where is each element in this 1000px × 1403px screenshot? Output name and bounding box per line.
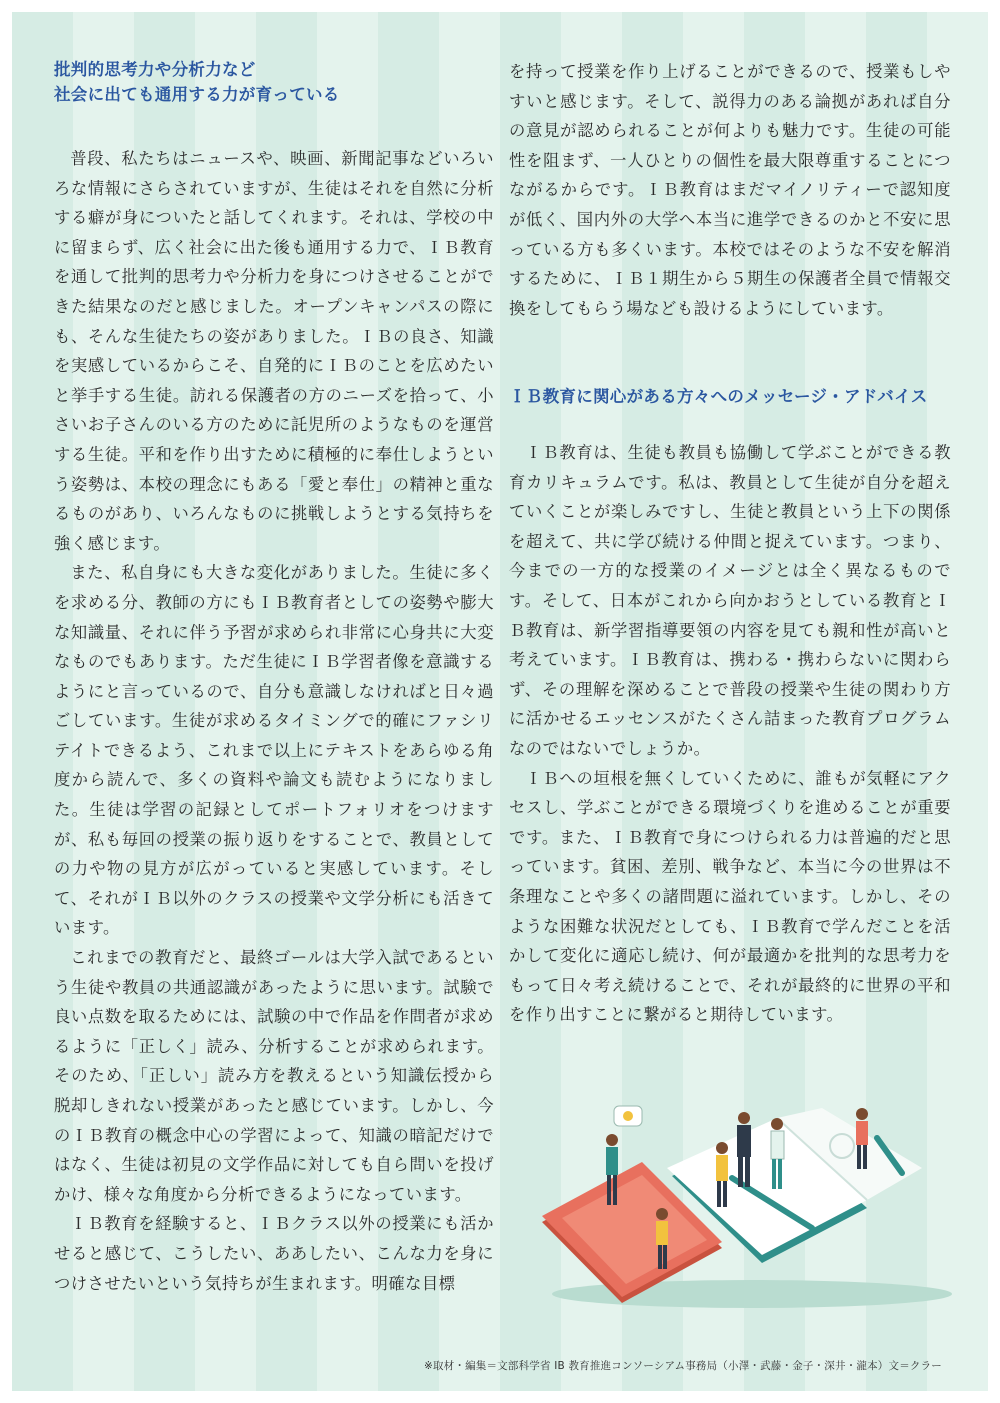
paragraph: これまでの教育だと、最終ゴールは大学入試であるという生徒や教員の共通認識があったように思います。試験で良い点数を取るためには、試験の中で作品を作問者が求めるように「正しく」読み、分析することが求められます。そのため、「正しい」読み方を教えるという知識伝授から脱却しきれない授業があったと感じています。しかし、今のＩＢ教育の概念中心の学習によって、知識の暗記だけではなく、生徒は初見の文学作品に対しても自ら問いを投げかけ、様々な角度から分析できるようになっています。 — [54, 948, 494, 1204]
open-book-illustration — [522, 1098, 952, 1312]
speech-bubble-icon — [614, 1106, 642, 1126]
paragraph: ＩＢ教育を経験すると、ＩＢクラス以外の授業にも活かせると感じて、こうしたい、ああしたい、こんな力を身につけさせたいという気持ちが生まれます。明確な目標 — [54, 1214, 494, 1293]
paragraph: また、私自身にも大きな変化がありました。生徒に多くを求める分、教師の方にもＩＢ教育者としての姿勢や膨大な知識量、それに伴う予習が求められ非常に心身共に大変なものでもあります。ただ生徒にＩＢ学習者像を意識するようにと言っているので、自分も意識しなければと日々過ごしています。生徒が求めるタイミングで的確にファシリテイトできるよう、これまで以上にテキストをあらゆる角度から読んで、多くの資料や論文も読むようになりました。生徒は学習の記録としてポートフォリオをつけますが、私も毎回の授業の振り返りをすることで、教員としての力や物の見方が広がっていると実感しています。そして、それがＩＢ以外のクラスの授業や文学分析にも活きています。 — [54, 563, 494, 938]
heading-line-2: 社会に出ても通用する力が育っている — [54, 85, 340, 104]
paragraph: ＩＢへの垣根を無くしていくために、誰もが気軽にアクセスし、学ぶことができる環境づくりを進めることが重要です。また、ＩＢ教育で身につけられる力は普遍的だと思っています。貧困、差別、戦争など、本当に今の世界は不条理なことや多くの諸問題に溢れています。しかし、そのような困難な状況だとしても、ＩＢ教育で学んだことを活かして変化に適応し続け、何が最適かを批判的な思考力をもって日々考え続けることで、それが最終的に世界の平和を作り出すことに繋がると期待しています。 — [509, 768, 951, 1025]
right-section-heading: ＩＢ教育に関心がある方々へのメッセージ・アドバイス — [509, 387, 928, 406]
paragraph: 普段、私たちはニュースや、映画、新聞記事などいろいろな情報にさらされていますが、生徒はそれを自然に分析する癖が身についたと話してくれます。それは、学校の中に留まらず、広く社会に出た後も通用する力で、ＩＢ教育を通して批判的思考力や分析力を身につけさせることができた結果なのだと感じました。オープンキャンパスの際にも、そんな生徒たちの姿がありました。ＩＢの良さ、知識を実感しているからこそ、自発的にＩＢのことを広めたいと挙手する生徒。訪れる保護者の方のニーズを拾って、小さいお子さんのいる方のために託児所のようなものを運営する生徒。平和を作り出すために積極的に奉仕しようという姿勢は、本校の理念にもある「愛と奉仕」の精神と重なるものがあり、いろんなものに挑戦しようとする気持ちを強く感じます。 — [54, 149, 494, 553]
left-section-heading — [54, 57, 340, 107]
heading-line-1: 批判的思考力や分析力など — [54, 60, 256, 79]
left-body — [54, 144, 494, 1298]
paragraph: ＩＢ教育は、生徒も教員も協働して学ぶことができる教育カリキュラムです。私は、教員として生徒が自分を超えていくことが楽しみですし、生徒と教員という上下の関係を超えて、共に学び続ける仲間と捉えています。つまり、今までの一方的な授業のイメージとは全く異なるものです。そして、日本がこれから向かおうとしている教育とＩＢ教育は、新学習指導要領の内容を見ても親和性が高いと考えています。ＩＢ教育は、携わる・携わらないに関わらず、その理解を深めることで普段の授業や生徒の関わり方に活かせるエッセンスがたくさん詰まった教育プログラムなのではないでしょうか。 — [509, 443, 951, 758]
continued-paragraph: を持って授業を作り上げることができるので、授業もしやすいと感じます。そして、説得力のある論拠があれば自分の意見が認められることが何よりも魅力です。生徒の可能性を阻まず、一人ひとりの個性を最大限尊重することにつながるからです。ＩＢ教育はまだマイノリティーで認知度が低く、国内外の大学へ本当に進学できるのかと不安に思っている方も多くいます。本校ではそのような不安を解消するために、ＩＢ１期生から５期生の保護者全員で情報交換をしてもらう場なども設けるようにしています。 — [509, 62, 951, 318]
page-background — [12, 12, 988, 1391]
credits-footer: ※取材・編集＝文部科学省 IB 教育推進コンソーシアム事務局（小澤・武藤・金子・深井・瀧本）文＝クラー — [423, 1360, 942, 1372]
right-body — [509, 438, 951, 1030]
